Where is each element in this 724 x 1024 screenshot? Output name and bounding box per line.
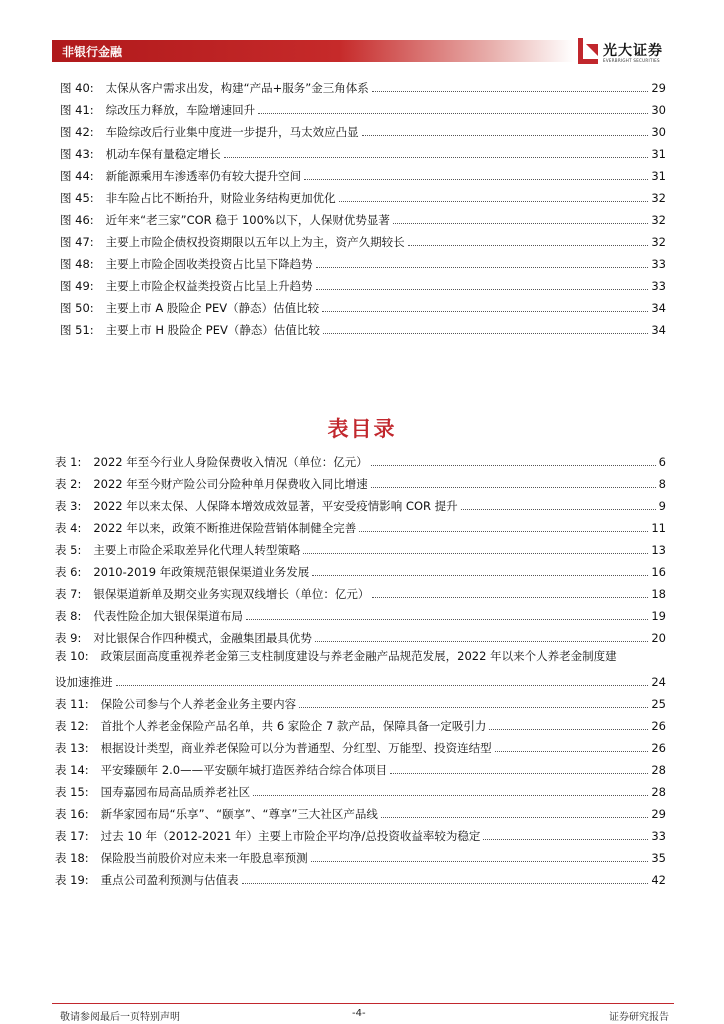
entry-label: 图 46:	[60, 213, 94, 227]
entry-page: 34	[651, 301, 666, 315]
entry-title: 主要上市险企债权投资期限以五年以上为主，资产久期较长	[105, 235, 405, 249]
dot-leader	[224, 157, 649, 158]
entry-label: 图 48:	[60, 257, 94, 271]
dot-leader	[312, 575, 648, 576]
entry-title: 保险公司参与个人养老金业务主要内容	[100, 697, 297, 711]
entry-title: 重点公司盈利预测与估值表	[100, 873, 239, 887]
entry-page: 30	[651, 103, 666, 117]
entry-label: 表 17:	[55, 829, 89, 843]
entry-page: 28	[651, 785, 666, 799]
entry-page: 24	[651, 675, 666, 689]
table-list	[55, 447, 666, 887]
entry-page: 28	[651, 763, 666, 777]
entry-label: 表 13:	[55, 741, 89, 755]
dot-leader	[372, 597, 648, 598]
entry-label: 图 47:	[60, 235, 94, 249]
entry-page: 32	[651, 235, 666, 249]
footer-disclaimer: 敬请参阅最后一页特别声明	[60, 1012, 180, 1023]
logo-english-text: EVERBRIGHT SECURITIES	[603, 58, 660, 63]
dot-leader	[408, 245, 649, 246]
entry-title: 2022 年以来，政策不断推进保险营销体制健全完善	[93, 521, 357, 535]
entry-label: 表 7:	[55, 587, 82, 601]
page-number: -4-	[352, 1008, 366, 1019]
dot-leader	[381, 817, 648, 818]
dot-leader	[461, 509, 656, 510]
toc-entry[interactable]	[60, 161, 666, 183]
toc-entry[interactable]	[55, 601, 666, 623]
dot-leader	[315, 641, 649, 642]
toc-entry[interactable]	[60, 73, 666, 95]
entry-title: 2022 年至今财产险公司分险种单月保费收入同比增速	[93, 477, 368, 491]
dot-leader	[323, 333, 649, 334]
toc-entry[interactable]	[60, 205, 666, 227]
entry-page: 32	[651, 191, 666, 205]
entry-title-continued: 设加速推进	[55, 675, 113, 689]
entry-title: 根据设计类型，商业养老保险可以分为普通型、分红型、万能型、投资连结型	[100, 741, 492, 755]
entry-page: 34	[651, 323, 666, 337]
entry-page: 30	[651, 125, 666, 139]
entry-title: 机动车保有量稳定增长	[105, 147, 221, 161]
entry-label: 表 5:	[55, 543, 82, 557]
entry-page: 31	[651, 169, 666, 183]
toc-entry[interactable]	[55, 645, 666, 689]
entry-title: 主要上市 H 股险企 PEV（静态）估值比较	[105, 323, 320, 337]
dot-leader	[316, 289, 649, 290]
dot-leader	[495, 751, 649, 752]
entry-page: 9	[658, 499, 666, 513]
dot-leader	[339, 201, 649, 202]
entry-page: 33	[651, 829, 666, 843]
entry-label: 表 4:	[55, 521, 82, 535]
dot-leader	[371, 487, 656, 488]
entry-title: 近年来“老三家”COR 稳于 100%以下，人保财优势显著	[105, 213, 390, 227]
entry-page: 25	[651, 697, 666, 711]
toc-entry[interactable]	[55, 843, 666, 865]
footer-divider	[52, 1003, 674, 1004]
entry-label: 表 16:	[55, 807, 89, 821]
entry-page: 13	[651, 543, 666, 557]
entry-label: 图 44:	[60, 169, 94, 183]
entry-title: 2022 年至今行业人身险保费收入情况（单位：亿元）	[93, 455, 368, 469]
entry-label: 表 2:	[55, 477, 82, 491]
entry-page: 29	[651, 81, 666, 95]
entry-title: 非车险占比不断抬升，财险业务结构更加优化	[105, 191, 336, 205]
entry-page: 19	[651, 609, 666, 623]
toc-entry[interactable]	[60, 249, 666, 271]
entry-page: 42	[651, 873, 666, 887]
dot-leader	[359, 531, 648, 532]
entry-title: 新华家园布局“乐享”、“颐享”、“尊享”三大社区产品线	[100, 807, 378, 821]
entry-label: 表 14:	[55, 763, 89, 777]
entry-page: 32	[651, 213, 666, 227]
dot-leader	[322, 311, 648, 312]
entry-title: 主要上市险企采取差异化代理人转型策略	[93, 543, 301, 557]
dot-leader	[362, 135, 649, 136]
toc-entry[interactable]	[55, 711, 666, 733]
toc-entry[interactable]	[60, 183, 666, 205]
entry-label: 表 15:	[55, 785, 89, 799]
toc-entry[interactable]	[55, 579, 666, 601]
toc-entry[interactable]	[55, 447, 666, 469]
entry-title: 首批个人养老金保险产品名单，共 6 家险企 7 款产品，保障具备一定吸引力	[100, 719, 487, 733]
entry-label: 表 10:	[55, 649, 89, 663]
footer-report-type: 证券研究报告	[609, 1012, 669, 1023]
table-list-title: 表目录	[327, 417, 397, 441]
entry-page: 16	[651, 565, 666, 579]
entry-label: 图 50:	[60, 301, 94, 315]
entry-title: 平安臻颐年 2.0——平安颐年城打造医养结合综合体项目	[100, 763, 388, 777]
dot-leader	[303, 553, 648, 554]
section-label: 非银行金融	[62, 45, 123, 59]
toc-entry[interactable]	[55, 689, 666, 711]
dot-leader	[258, 113, 648, 114]
entry-page: 31	[651, 147, 666, 161]
toc-entry[interactable]	[60, 293, 666, 315]
figure-list	[60, 73, 666, 337]
toc-entry[interactable]	[55, 865, 666, 887]
entry-label: 图 45:	[60, 191, 94, 205]
entry-label: 表 3:	[55, 499, 82, 513]
toc-entry[interactable]	[55, 513, 666, 535]
entry-label: 图 41:	[60, 103, 94, 117]
toc-entry[interactable]	[60, 315, 666, 337]
toc-entry[interactable]	[55, 733, 666, 755]
toc-entry[interactable]	[55, 469, 666, 491]
toc-entry[interactable]	[55, 557, 666, 579]
entry-title: 政策层面高度重视养老金第三支柱制度建设与养老金融产品规范发展，2022 年以来个人养老金制度建	[100, 649, 617, 663]
entry-title: 新能源乘用车渗透率仍有较大提升空间	[105, 169, 302, 183]
dot-leader	[393, 223, 649, 224]
entry-title: 2010-2019 年政策规范银保渠道业务发展	[93, 565, 310, 579]
dot-leader	[316, 267, 649, 268]
entry-title: 2022 年以来太保、人保降本增效成效显著，平安受疫情影响 COR 提升	[93, 499, 458, 513]
entry-label: 图 49:	[60, 279, 94, 293]
entry-page: 26	[651, 741, 666, 755]
entry-page: 6	[658, 455, 666, 469]
entry-label: 表 12:	[55, 719, 89, 733]
dot-leader	[483, 839, 648, 840]
entry-label: 图 51:	[60, 323, 94, 337]
entry-title: 综改压力释放，车险增速回升	[105, 103, 256, 117]
dot-leader	[304, 179, 648, 180]
dot-leader	[311, 861, 649, 862]
entry-page: 20	[651, 631, 666, 645]
entry-page: 18	[651, 587, 666, 601]
dot-leader	[390, 773, 648, 774]
logo-text: 光大证券	[603, 43, 663, 59]
header-bar	[52, 40, 574, 62]
toc-entry[interactable]	[60, 139, 666, 161]
toc-entry[interactable]	[60, 271, 666, 293]
toc-entry[interactable]	[60, 95, 666, 117]
dot-leader	[246, 619, 649, 620]
logo-mark-icon	[578, 38, 600, 64]
entry-title: 过去 10 年（2012-2021 年）主要上市险企平均净/总投资收益率较为稳定	[100, 829, 481, 843]
brand-logo	[578, 38, 678, 68]
dot-leader	[371, 465, 656, 466]
dot-leader	[489, 729, 648, 730]
entry-page: 29	[651, 807, 666, 821]
entry-label: 图 40:	[60, 81, 94, 95]
toc-entry[interactable]	[60, 117, 666, 139]
entry-title: 主要上市 A 股险企 PEV（静态）估值比较	[105, 301, 320, 315]
entry-title: 保险股当前股价对应未来一年股息率预测	[100, 851, 308, 865]
entry-title: 国寿嘉园布局高品质养老社区	[100, 785, 251, 799]
toc-entry[interactable]	[55, 821, 666, 843]
entry-label: 表 1:	[55, 455, 82, 469]
entry-label: 表 18:	[55, 851, 89, 865]
entry-page: 11	[651, 521, 666, 535]
dot-leader	[299, 707, 648, 708]
entry-page: 8	[658, 477, 666, 491]
entry-label: 图 43:	[60, 147, 94, 161]
toc-entry[interactable]	[55, 623, 666, 645]
toc-entry[interactable]	[55, 535, 666, 557]
entry-label: 表 11:	[55, 697, 89, 711]
entry-title: 太保从客户需求出发，构建“产品+服务”金三角体系	[105, 81, 369, 95]
entry-title: 主要上市险企权益类投资占比呈上升趋势	[105, 279, 313, 293]
toc-entry[interactable]	[60, 227, 666, 249]
toc-entry[interactable]	[55, 799, 666, 821]
toc-entry[interactable]	[55, 755, 666, 777]
dot-leader	[116, 685, 649, 686]
entry-page: 35	[651, 851, 666, 865]
entry-title: 银保渠道新单及期交业务实现双线增长（单位：亿元）	[93, 587, 370, 601]
entry-label: 图 42:	[60, 125, 94, 139]
dot-leader	[253, 795, 648, 796]
dot-leader	[372, 91, 649, 92]
dot-leader	[242, 883, 649, 884]
entry-page: 26	[651, 719, 666, 733]
entry-label: 表 8:	[55, 609, 82, 623]
entry-title: 车险综改后行业集中度进一步提升，马太效应凸显	[105, 125, 359, 139]
entry-label: 表 19:	[55, 873, 89, 887]
entry-page: 33	[651, 257, 666, 271]
entry-title: 对比银保合作四种模式，金融集团最具优势	[93, 631, 312, 645]
entry-page: 33	[651, 279, 666, 293]
entry-label: 表 9:	[55, 631, 82, 645]
entry-title: 代表性险企加大银保渠道布局	[93, 609, 243, 623]
entry-label: 表 6:	[55, 565, 82, 579]
toc-entry[interactable]	[55, 777, 666, 799]
toc-entry[interactable]	[55, 491, 666, 513]
entry-title: 主要上市险企固收类投资占比呈下降趋势	[105, 257, 313, 271]
